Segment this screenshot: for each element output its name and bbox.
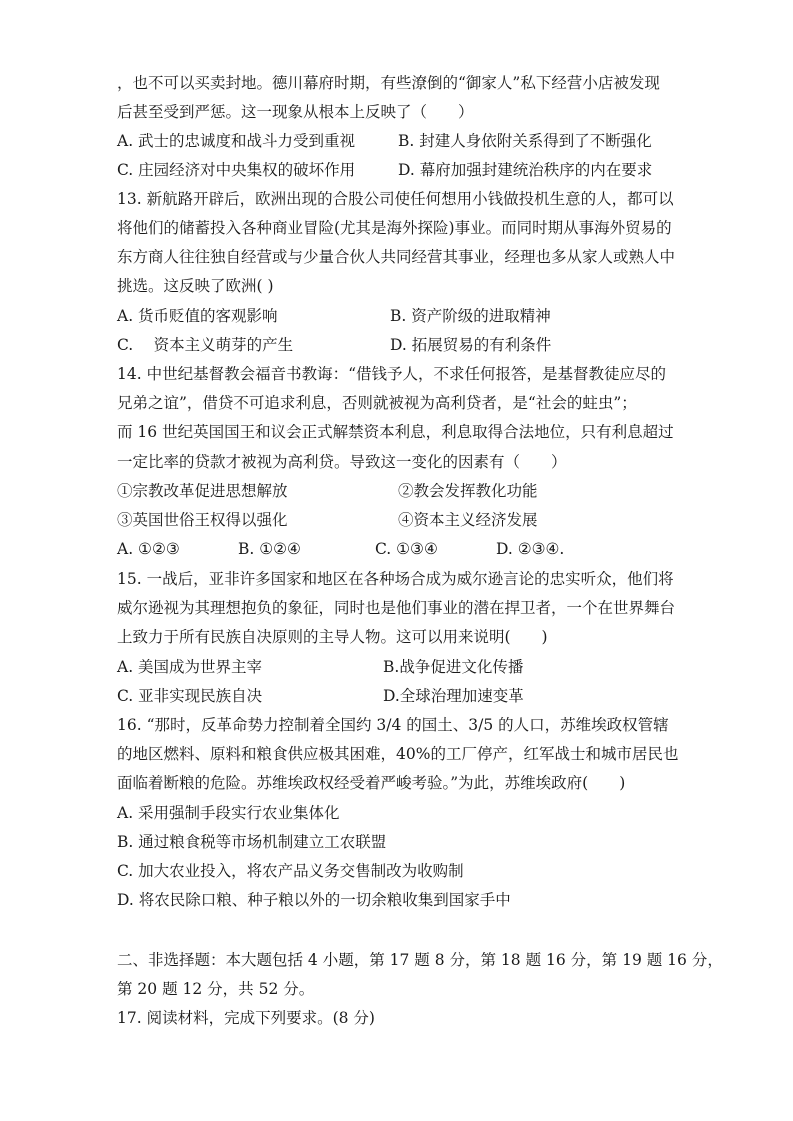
q14-item-1: ①宗教改革促进思想解放 bbox=[117, 482, 288, 500]
q16-option-b: B. 通过粮食税等市场机制建立工农联盟 bbox=[117, 833, 387, 851]
q15-stem-line-3: 上致力于所有民族自决原则的主导人物。这可以用来说明( ) bbox=[117, 628, 548, 646]
q13-option-c: C. 资本主义萌芽的产生 bbox=[117, 336, 294, 354]
q15-stem-line-1: 15. 一战后，亚非许多国家和地区在各种场合成为威尔逊言论的忠实听众，他们将 bbox=[117, 570, 674, 588]
q15-option-c: C. 亚非实现民族自决 bbox=[117, 687, 263, 705]
q15-stem-line-2: 威尔逊视为其理想抱负的象征，同时也是他们事业的潜在捍卫者，一个在世界舞台 bbox=[117, 599, 676, 617]
q14-option-d: D. ②③④. bbox=[496, 540, 565, 558]
q16-stem-line-3: 面临着断粮的危险。苏维埃政权经受着严峻考验。”为此，苏维埃政府( ) bbox=[117, 774, 626, 792]
q16-stem-line-1: 16. “那时，反革命势力控制着全国约 3/4 的国土、3/5 的人口，苏维埃政权管辖 bbox=[117, 716, 669, 734]
q13-stem-line-4: 挑选。这反映了欧洲( ) bbox=[117, 277, 274, 295]
q15-option-d: D.全球治理加速变革 bbox=[383, 687, 524, 705]
q16-stem-line-2: 的地区燃料、原料和粮食供应极其困难，40%的工厂停产，红军战士和城市居民也 bbox=[117, 745, 679, 763]
q15-option-b: B.战争促进文化传播 bbox=[383, 658, 524, 676]
q12-option-d: D. 幕府加强封建统治秩序的内在要求 bbox=[398, 161, 653, 179]
q12-stem-line-2: 后甚至受到严惩。这一现象从根本上反映了（ ） bbox=[117, 103, 474, 121]
q17-stem: 17. 阅读材料，完成下列要求。(8 分) bbox=[117, 1009, 375, 1027]
q14-option-a: A. ①②③ bbox=[117, 540, 180, 558]
q16-option-d: D. 将农民除口粮、种子粮以外的一切余粮收集到国家手中 bbox=[117, 891, 511, 909]
q14-stem-line-3: 而 16 世纪英国国王和议会正式解禁资本利息，利息取得合法地位，只有利息超过 bbox=[117, 423, 674, 441]
q14-stem-line-1: 14. 中世纪基督教会福音书教诲：“借钱予人，不求任何报答，是基督教徒应尽的 bbox=[117, 365, 667, 383]
q13-stem-line-1: 13. 新航路开辟后，欧洲出现的合股公司使任何想用小钱做投机生意的人，都可以 bbox=[117, 190, 674, 208]
q12-option-c: C. 庄园经济对中央集权的破坏作用 bbox=[117, 161, 356, 179]
q14-stem-line-4: 一定比率的贷款才被视为高利贷。导致这一变化的因素有（ ） bbox=[117, 453, 567, 471]
q14-stem-line-2: 兄弟之谊”，借贷不可追求利息，否则就被视为高利贷者，是“社会的蛀虫”； bbox=[117, 394, 637, 412]
q16-option-a: A. 采用强制手段实行农业集体化 bbox=[117, 804, 340, 822]
q12-stem-line-1: ，也不可以买卖封地。德川幕府时期，有些潦倒的“御家人”私下经营小店被发现 bbox=[117, 74, 660, 92]
q14-item-4: ④资本主义经济发展 bbox=[398, 511, 538, 529]
q13-stem-line-2: 将他们的储蓄投入各种商业冒险(尤其是海外探险)事业。而同时期从事海外贸易的 bbox=[117, 219, 672, 237]
q16-option-c: C. 加大农业投入，将农产品义务交售制改为收购制 bbox=[117, 862, 464, 880]
q15-option-a: A. 美国成为世界主宰 bbox=[117, 658, 263, 676]
q14-option-b: B. ①②④ bbox=[238, 540, 301, 558]
q14-item-3: ③英国世俗王权得以强化 bbox=[117, 511, 288, 529]
q12-option-a: A. 武士的忠诚度和战斗力受到重视 bbox=[117, 132, 356, 150]
q13-option-b: B. 资产阶级的进取精神 bbox=[390, 307, 551, 325]
section-2-heading-line-2: 第 20 题 12 分，共 52 分。 bbox=[117, 980, 315, 998]
q14-option-c: C. ①③④ bbox=[375, 540, 438, 558]
q13-option-d: D. 拓展贸易的有利条件 bbox=[390, 336, 552, 354]
q12-option-b: B. 封建人身依附关系得到了不断强化 bbox=[398, 132, 652, 150]
q13-option-a: A. 货币贬值的客观影响 bbox=[117, 307, 278, 325]
section-2-heading-line-1: 二、非选择题：本大题包括 4 小题，第 17 题 8 分，第 18 题 16 分，第 19 题 16 分， bbox=[117, 951, 723, 969]
q14-item-2: ②教会发挥教化功能 bbox=[398, 482, 538, 500]
q13-stem-line-3: 东方商人往往独自经营或与少量合伙人共同经营其事业，经理也多从家人或熟人中 bbox=[117, 248, 676, 266]
